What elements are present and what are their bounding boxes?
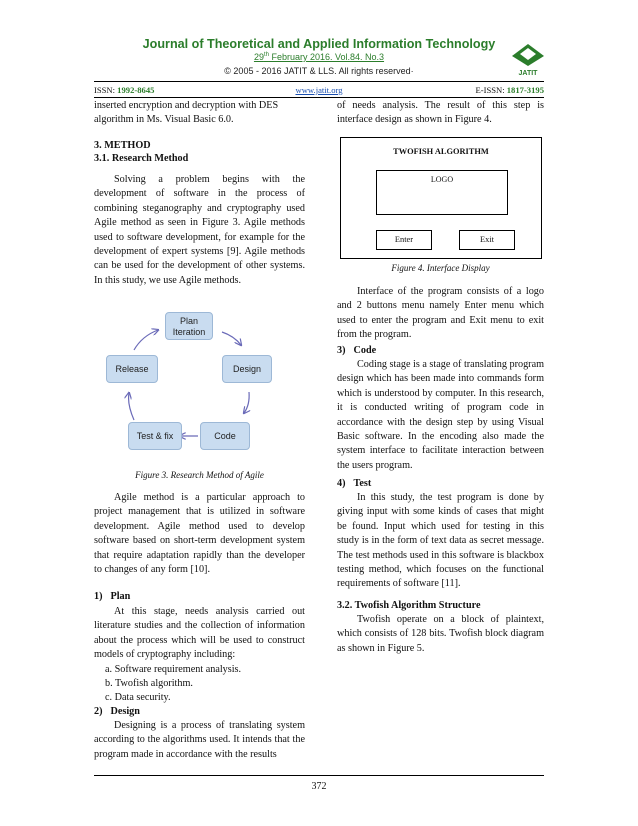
para-research-method: Solving a problem begins with the development of software in the process of combining steganography and cryptography used Agile method as seen in Figure 3. Agile methods used to software development, for example for the development of expert systems [9]. Agile methods can be used for the development of other systems. In this study, we use Agile methods. — [94, 174, 305, 286]
page-number: 372 — [311, 781, 327, 792]
footer-rule — [94, 775, 544, 776]
arrow-plan-design — [222, 332, 241, 345]
interface-exit-button[interactable]: Exit — [459, 230, 515, 250]
plan-text: At this stage, needs analysis carried out literature studies and the collection of information about the process which will be used to construct models of cryptography including: — [94, 606, 305, 661]
node-plan-iteration: Plan Iteration — [165, 312, 213, 340]
section-heading: 3. METHOD — [94, 140, 151, 151]
node-design: Design — [222, 355, 272, 383]
code-heading — [337, 344, 544, 358]
header-rule-bottom — [94, 97, 544, 98]
plan-heading — [94, 590, 305, 604]
header-rule-top — [94, 81, 544, 82]
plan-number: 1) — [94, 591, 103, 602]
code-title: Code — [353, 345, 377, 356]
arrow-test-release — [129, 393, 134, 420]
left-intro — [94, 99, 305, 128]
subsection-heading: 3.1. Research Method — [94, 153, 189, 164]
right-continuation: of needs analysis. The result of this step is interface design as shown in Figure 4. — [337, 100, 544, 126]
interface-logo-box: LOGO — [376, 170, 508, 215]
logo-text: JATIT — [518, 70, 538, 77]
journal-title: Journal of Theoretical and Applied Information Technology — [142, 37, 496, 51]
arrow-design-code — [244, 392, 249, 413]
code-number: 3) — [337, 345, 346, 356]
eissn-label: E-ISSN: — [475, 85, 507, 95]
figure4-caption: Figure 4. Interface Display — [391, 263, 490, 273]
twofish-section — [337, 599, 544, 656]
twofish-heading: 3.2. Twofish Algorithm Structure — [337, 600, 481, 611]
plan-section — [94, 590, 305, 706]
arrow-release-plan — [134, 330, 158, 350]
code-text: Coding stage is a stage of translating program design which has been made into commands form which is understood by computer. In this research, it is conducted writing of program code in accordance with the design step by using Visual Basic software. In the encoding also made the system interface to facilitate interaction between the users program. — [337, 359, 545, 471]
eissn-value: 1817-3195 — [506, 85, 544, 95]
plan-title: Plan — [110, 591, 131, 602]
issn-label: ISSN: — [94, 85, 118, 95]
para-agile-method: Agile method is a particular approach to project management that is utilized in software development. Agile method used to develop software based on short-term development system that require adaptation rapidly than the developer to changes of any form [10]. — [94, 492, 305, 576]
issn-value: 1992-8645 — [117, 85, 155, 95]
eissn — [475, 85, 544, 95]
figure4-interface — [340, 137, 542, 259]
figure3-caption: Figure 3. Research Method of Agile — [135, 470, 264, 480]
copyright-line: © 2005 - 2016 JATIT & LLS. All rights reserved· — [224, 66, 414, 76]
plan-list-item: b. Twofish algorithm. — [105, 678, 193, 690]
test-number: 4) — [337, 478, 346, 489]
interface-title: TWOFISH ALGORITHM — [393, 147, 489, 156]
design-heading — [94, 705, 305, 719]
design-section — [94, 705, 305, 762]
node-code: Code — [200, 422, 250, 450]
code-section — [337, 344, 544, 473]
test-section — [337, 477, 544, 592]
para-interface: Interface of the program consists of a logo and 2 buttons menu namely Enter menu which used to enter the program and Exit menu to exit from the program. — [337, 286, 544, 341]
intro-line-2: algorithm in Ms. Visual Basic 6.0. — [94, 114, 234, 126]
intro-line-1: inserted encryption and decryption with DES — [94, 100, 279, 111]
test-text: In this study, the test program is done by giving input with some kinds of cases that might be found. Input which used for testing in this study is in the form of text data as secret message. The test methods used in this software is blackbox testing method, which focuses on the functional requirements of software [11]. — [337, 492, 544, 590]
node-test-fix: Test & fix — [128, 422, 182, 450]
jatit-logo-icon — [510, 42, 546, 78]
design-title: Design — [110, 706, 140, 717]
issue-date[interactable]: 29th February 2016. Vol.84. No.3 — [253, 52, 385, 62]
design-number: 2) — [94, 706, 103, 717]
website-link[interactable]: www.jatit.org — [295, 85, 343, 95]
plan-list-item: a. Software requirement analysis. — [105, 663, 242, 675]
test-title: Test — [353, 478, 372, 489]
test-heading — [337, 477, 544, 491]
interface-enter-button[interactable]: Enter — [376, 230, 432, 250]
plan-list-item: c. Data security. — [105, 692, 171, 704]
node-release: Release — [106, 355, 158, 383]
twofish-text: Twofish operate on a block of plaintext, which consists of 128 bits. Twofish block diagram as shown in Figure 5. — [337, 614, 544, 654]
design-text: Designing is a process of translating system according to the algorithms used. It intends that the program made in accordance with the results — [94, 720, 305, 760]
plan-list — [94, 663, 305, 706]
